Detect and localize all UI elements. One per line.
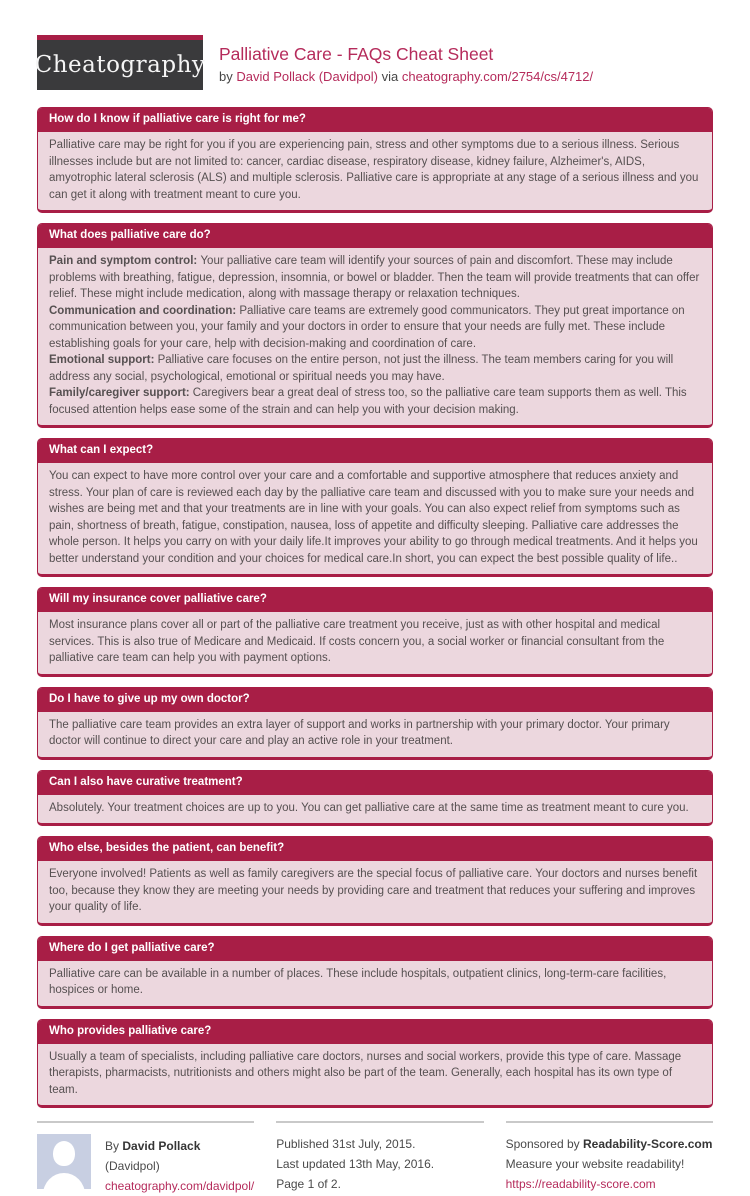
section-paragraph: Usually a team of specialists, including palliative care doctors, nurses and social workers, provide this type of care. Massage therapists, pharmacists, nutritionists and others might also be part of the team. Generally, each hospital has its own type of team. <box>49 1050 682 1096</box>
published-date: Published 31st July, 2015. <box>276 1137 416 1151</box>
footer-sponsor-column <box>506 1121 713 1196</box>
footer-author-url[interactable]: cheatography.com/davidpol/ <box>105 1179 255 1193</box>
sponsor-url[interactable]: https://readability-score.com <box>505 1177 656 1191</box>
section-paragraph: Emotional support: Palliative care focuses on the entire person, not just the illness. The team members caring for you will address any social, psychological, emotional or spiritual needs you may have. <box>49 354 674 383</box>
faq-section <box>37 587 713 677</box>
faq-section <box>37 438 713 577</box>
section-title: Will my insurance cover palliative care? <box>38 588 712 612</box>
sponsor-url-line <box>506 1174 713 1194</box>
faq-section <box>37 770 713 827</box>
section-paragraph: Absolutely. Your treatment choices are up to you. You can get palliative care at the same time as treatment meant to cure you. <box>49 801 689 814</box>
section-paragraph: Palliative care can be available in a number of places. These include hospitals, outpatient clinics, long-term-care facilities, hospices or home. <box>49 967 667 996</box>
section-paragraph: Pain and symptom control: Your palliative care team will identify your sources of pain and discomfort. These may include problems with breathing, fatigue, depression, insomnia, or bowel or bladder. Then the team will provide treatments that can offer relief. These might include medication, along with massage therapy or relaxation techniques. <box>49 255 700 300</box>
footer-author-line <box>105 1136 254 1176</box>
section-title: Who provides palliative care? <box>38 1020 712 1044</box>
section-title: Do I have to give up my own doctor? <box>38 688 712 712</box>
avatar-torso-shape <box>43 1173 85 1189</box>
footer-author-column <box>37 1121 254 1196</box>
paragraph-lead: Emotional support: <box>49 354 158 366</box>
section-body <box>38 961 712 1006</box>
updated-date: Last updated 13th May, 2016. <box>276 1157 435 1171</box>
section-body <box>38 1044 712 1106</box>
sponsor-tagline: Measure your website readability! <box>505 1157 685 1171</box>
section-body <box>38 248 712 425</box>
section-body <box>38 712 712 757</box>
faq-section <box>37 687 713 760</box>
faq-section <box>37 107 713 213</box>
footer-meta-column <box>276 1121 483 1196</box>
section-title: What does palliative care do? <box>38 224 712 248</box>
byline-by-label: by <box>219 69 233 84</box>
section-title: Can I also have curative treatment? <box>38 771 712 795</box>
paragraph-lead: Pain and symptom control: <box>49 255 201 267</box>
footer-by-label: By <box>105 1139 120 1153</box>
footer-author-text <box>105 1134 254 1196</box>
sponsor-name: Readability-Score.com <box>583 1137 713 1151</box>
cheatography-logo-text: Cheatography <box>34 52 206 78</box>
author-link[interactable]: David Pollack (Davidpol) <box>236 69 378 84</box>
section-body <box>38 132 712 210</box>
faq-section <box>37 936 713 1009</box>
faq-sections <box>37 107 713 1108</box>
byline-via-label: via <box>381 69 399 84</box>
section-title: How do I know if palliative care is right for me? <box>38 108 712 132</box>
byline <box>219 68 593 85</box>
faq-section <box>37 1019 713 1109</box>
footer-author-handle: (Davidpol) <box>105 1159 160 1173</box>
section-body <box>38 612 712 674</box>
section-body <box>38 861 712 923</box>
page-title: Palliative Care - FAQs Cheat Sheet <box>219 44 494 64</box>
faq-section <box>37 223 713 428</box>
section-paragraph: Most insurance plans cover all or part of the palliative care treatment you receive, just as with other hospital and medical services. This is also true of Medicare and Medicaid. If costs concern you, a social worker or financial consultant from the palliative care team can help you with payment options. <box>49 619 665 664</box>
footer-author-url-line <box>105 1176 254 1196</box>
section-paragraph: Palliative care may be right for you if you are experiencing pain, stress and other symptoms due to a serious illness. Serious illnesses include but are not limited to: cancer, cardiac disease, respiratory disease, kidney failure, Alzheimer's, AIDS, amyotrophic lateral sclerosis (ALS) and multiple sclerosis. Palliative care is appropriate at any stage of a serious illness and you can get it along with treatment meant to cure you. <box>49 139 699 201</box>
section-paragraph: Family/caregiver support: Caregivers bear a great deal of stress too, so the palliative care team supports them as well. This focused attention helps ease some of the strain and can help you with your decision making. <box>49 387 687 416</box>
paragraph-lead: Communication and coordination: <box>49 304 240 317</box>
sponsored-by-label: Sponsored by <box>505 1137 580 1151</box>
section-paragraph: The palliative care team provides an extra layer of support and works in partnership with your primary doctor. Your primary doctor will continue to direct your care and play an active role in your treatment. <box>49 718 670 747</box>
avatar-head-shape <box>53 1141 75 1166</box>
section-title: What can I expect? <box>38 439 712 463</box>
page-number: Page 1 of 2. <box>276 1177 341 1191</box>
section-paragraph: Communication and coordination: Palliative care teams are extremely good communicators. They put great importance on communication between you, your family and your doctors in order to ensure that your needs are fully met. These include establishing goals for your care, help with decision-making and coordination of care. <box>49 304 685 350</box>
section-body <box>38 463 712 574</box>
section-paragraph: You can expect to have more control over your care and a comfortable and supportive atmosphere that reduces anxiety and stress. Your plan of care is reviewed each day by the palliative care team and discussed with you to make sure your needs and wishes are being met and that your treatments are in line with your goals. You can also expect relief from symptoms such as pain, shortness of breath, fatigue, constipation, nausea, loss of appetite and difficulty sleeping. Palliative care addresses the whole person. It helps you carry on with your daily life.It improves your ability to go through medical treatments. And it helps you better understand your condition and your choices for medical care.In short, you can expect the best possible quality of life.. <box>49 470 698 565</box>
section-title: Who else, besides the patient, can benefit? <box>38 837 712 861</box>
section-title: Where do I get palliative care? <box>38 937 712 961</box>
masthead-text <box>219 35 593 85</box>
section-body <box>38 795 712 824</box>
sponsor-line <box>506 1134 713 1154</box>
paragraph-lead: Family/caregiver support: <box>49 387 193 399</box>
footer-author-name: David Pollack <box>122 1139 201 1153</box>
masthead <box>34 35 713 90</box>
section-paragraph: Everyone involved! Patients as well as family caregivers are the special focus of palliative care. Your doctors and nurses benefit too, because they know they are meeting your needs by providing care and treatment that reduces your suffering and improves your quality of life. <box>49 868 698 913</box>
cheatography-logo[interactable] <box>34 35 206 90</box>
footer <box>37 1121 713 1196</box>
avatar[interactable] <box>37 1134 91 1189</box>
sheet-url-link[interactable]: cheatography.com/2754/cs/4712/ <box>401 69 594 84</box>
faq-section <box>37 836 713 926</box>
